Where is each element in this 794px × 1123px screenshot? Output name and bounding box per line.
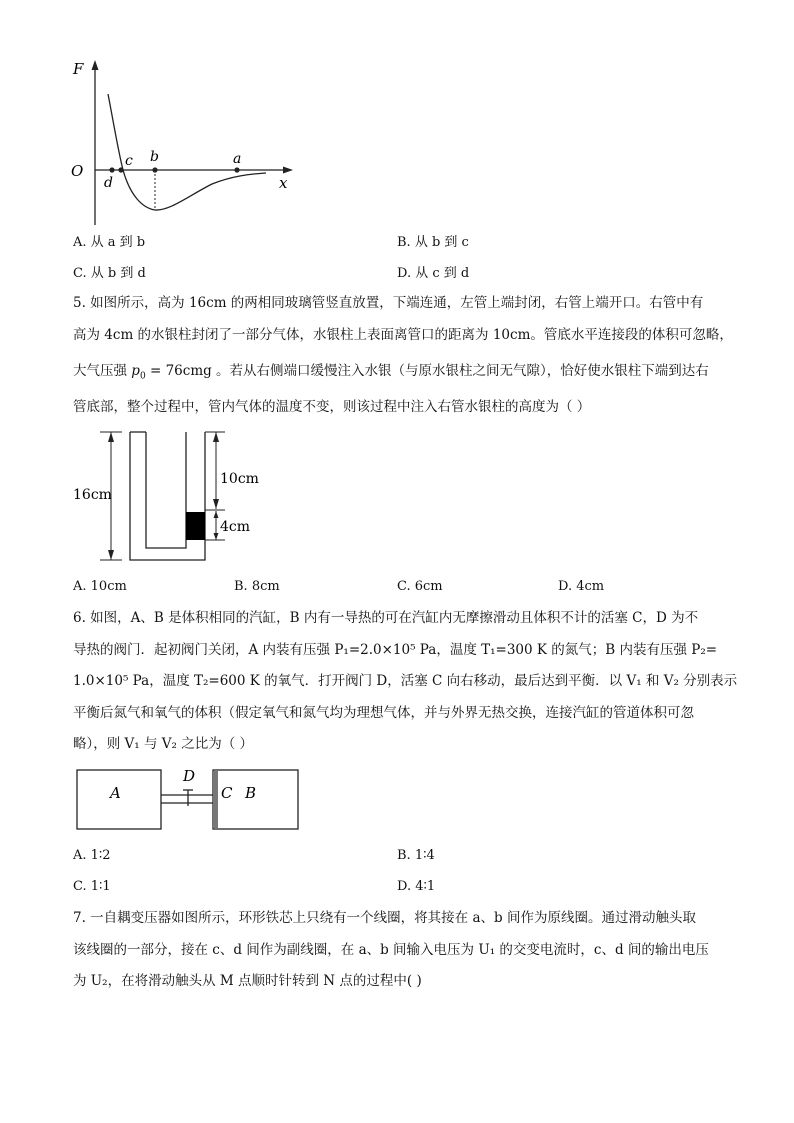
label-piston-c: C [221, 784, 233, 802]
label-d: d [104, 175, 113, 191]
q7-line-2: 该线圈的一部分，接在 c、d 间作为副线圈，在 a、b 间输入电压为 U₁ 的交变电流时，c、d 间的输出电压 [73, 942, 709, 958]
origin-label: O [71, 162, 84, 180]
q6-option-b[interactable]: B. 1∶4 [397, 848, 435, 863]
q6-option-d[interactable]: D. 4∶1 [397, 879, 436, 894]
label-valve-d: D [183, 767, 196, 785]
q6-line-2: 导热的阀门．起初阀门关闭，A 内装有压强 P₁=2.0×10⁵ Pa，温度 T₁=300 K 的氮气；B 内装有压强 P₂= [73, 642, 718, 658]
label-b: b [150, 149, 159, 165]
piston-c [213, 771, 218, 828]
q5-line-4: 管底部，整个过程中，管内气体的温度不变，则该过程中注入右管水银柱的高度为（ ） [73, 399, 591, 415]
mercury-label: 4cm [220, 519, 251, 535]
q4-option-d[interactable]: D. 从 c 到 d [397, 266, 470, 281]
mercury-column [186, 512, 205, 540]
q5-option-b[interactable]: B. 8cm [234, 579, 280, 594]
q6-line-3: 1.0×10⁵ Pa，温度 T₂=600 K 的氧气．打开阀门 D，活塞 C 向右移动，最后达到平衡．以 V₁ 和 V₂ 分别表示 [73, 673, 738, 689]
q4-option-c[interactable]: C. 从 b 到 d [73, 266, 146, 281]
q6-option-c[interactable]: C. 1∶1 [73, 879, 111, 894]
x-axis-label: x [279, 174, 288, 192]
y-axis-label: F [73, 60, 84, 78]
tube-outer [130, 432, 205, 560]
label-c: c [125, 153, 133, 169]
q7-line-1: 7. 一自耦变压器如图所示，环形铁芯上只绕有一个线圈，将其接在 a、b 间作为原线圈。通过滑动触头取 [73, 910, 696, 926]
q6-line-4: 平衡后氮气和氧气的体积（假定氧气和氮气均为理想气体，并与外界无热交换，连接汽缸的管道体积可忽 [73, 705, 694, 721]
q4-option-a[interactable]: A. 从 a 到 b [73, 235, 146, 250]
q5-option-d[interactable]: D. 4cm [558, 579, 605, 594]
q6-line-5: 略），则 V₁ 与 V₂ 之比为（ ） [73, 736, 254, 752]
q6-line-1: 6. 如图，A、B 是体积相同的汽缸，B 内有一导热的可在汽缸内无摩擦滑动且体积不计的活塞 C，D 为不 [73, 610, 699, 626]
label-cylinder-a: A [110, 784, 121, 802]
q5-option-a[interactable]: A. 10cm [73, 579, 127, 594]
height-label: 16cm [73, 487, 112, 503]
q4-option-b[interactable]: B. 从 b 到 c [397, 235, 469, 250]
label-a: a [233, 151, 242, 167]
q5-line-1: 5. 如图所示，高为 16cm 的两相同玻璃管竖直放置，下端连通，左管上端封闭，右管上端开口。右管中有 [73, 295, 704, 311]
tube-inner [146, 432, 186, 548]
top-label: 10cm [220, 471, 259, 487]
q5-line-3: 大气压强 $p_0 = 76cmg$ 。若从右侧端口缓慢注入水银（与原水银柱之间无气隙），恰好使水银柱下端到达右 [73, 363, 709, 382]
q7-line-3: 为 U₂，在将滑动触头从 M 点顺时针转到 N 点的过程中( ) [73, 973, 422, 989]
q5-line-2: 高为 4cm 的水银柱封闭了一部分气体，水银柱上表面离管口的距离为 10cm。管底水平连接段的体积可忽略， [73, 327, 733, 343]
q5-option-c[interactable]: C. 6cm [397, 579, 443, 594]
label-cylinder-b: B [245, 784, 257, 802]
q6-option-a[interactable]: A. 1∶2 [73, 848, 111, 863]
